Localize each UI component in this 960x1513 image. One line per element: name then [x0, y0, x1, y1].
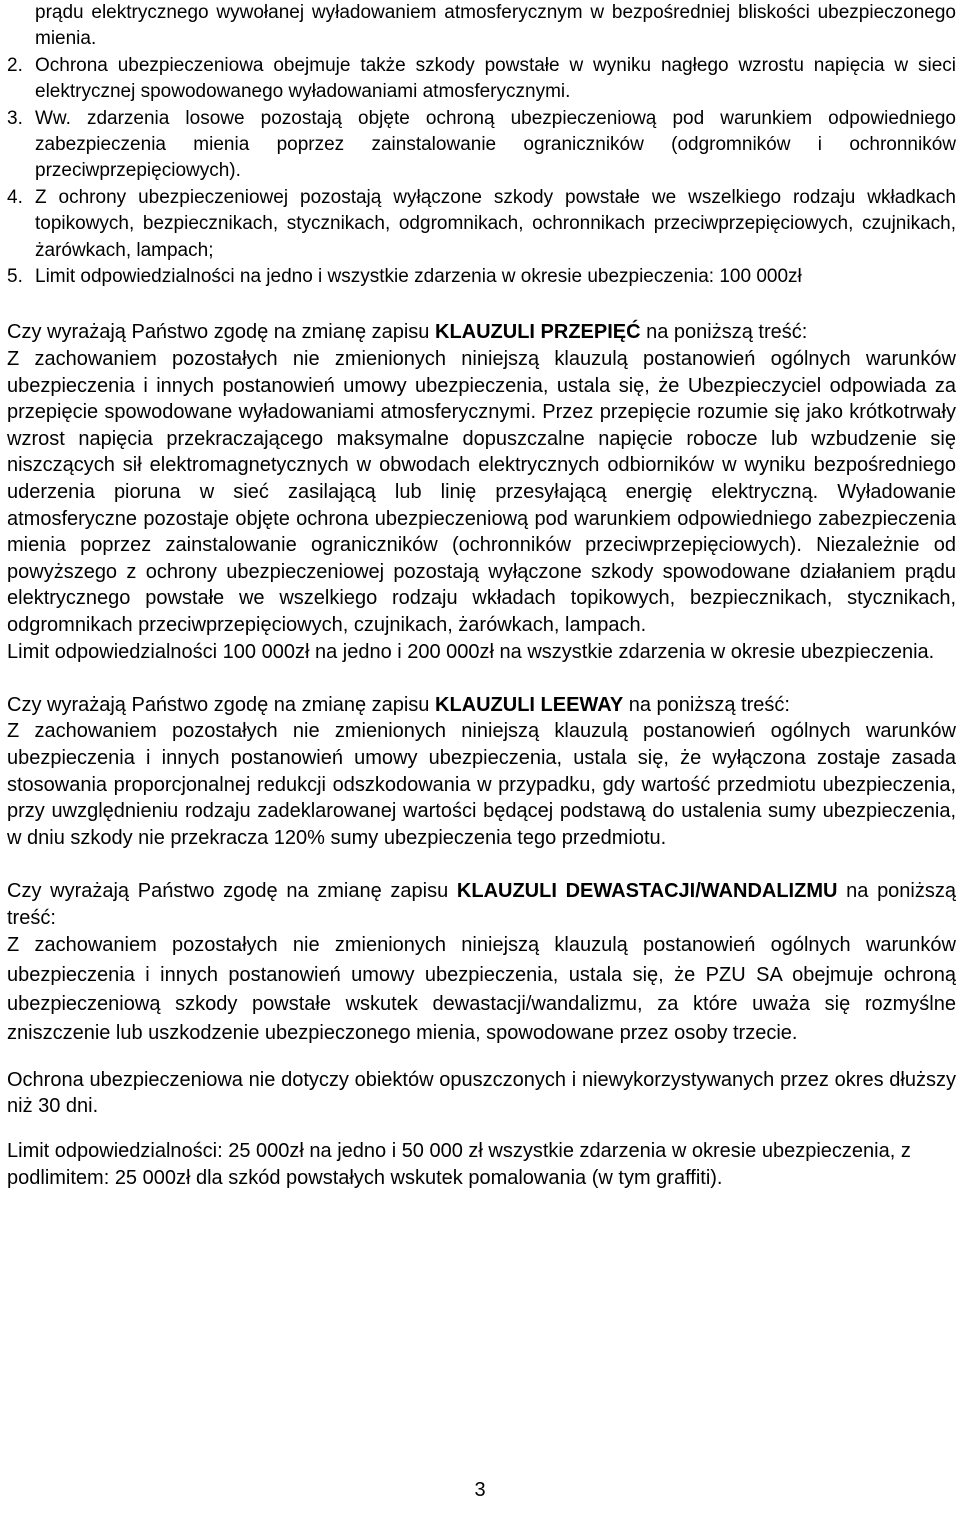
- list-item-number: 3.: [7, 107, 23, 129]
- spacer: [7, 665, 956, 692]
- list-item-text: Limit odpowiedzialności na jedno i wszystkie zdarzenia w okresie ubezpieczenia: 100 000zł: [35, 266, 802, 288]
- spacer: [7, 1049, 956, 1067]
- question-text-end: na poniższą treść:: [640, 321, 808, 344]
- question-text: Czy wyrażają Państwo zgodę na zmianę zapisu: [7, 693, 435, 716]
- list-item: [7, 264, 956, 290]
- clause-question: [7, 319, 956, 346]
- spacer: [7, 1120, 956, 1138]
- list-item-text: Ochrona ubezpieczeniowa obejmuje także szkody powstałe w wyniku nagłego wzrostu napięcia w sieci elektrycznej spowodowanego wyładowaniami atmosferycznymi.: [35, 54, 956, 103]
- question-text-end: na poniższą treść:: [7, 879, 956, 929]
- list-item-text: Z ochrony ubezpieczeniowej pozostają wyłączone szkody powstałe we wszelkiego rodzaju wkładkach topikowych, bezpiecznikach, stycznikach, odgromnikach, ochronnikach przeciwprzepięciowych, czujnikach, żarówkach, lampach;: [35, 186, 956, 261]
- list-item-number: 5.: [7, 266, 23, 288]
- spacer: [7, 290, 956, 319]
- section-przepiecia: [7, 319, 956, 665]
- clause-limit: Limit odpowiedzialności: 25 000zł na jedno i 50 000 zł wszystkie zdarzenia w okresie ubezpieczenia, z podlimitem: 25 000zł dla szkód powstałych wskutek pomalowania (w tym graffiti).: [7, 1139, 911, 1189]
- question-text: Czy wyrażają Państwo zgodę na zmianę zapisu: [7, 321, 435, 344]
- clause-text: Z zachowaniem pozostałych nie zmienionych niniejszą klauzulą postanowień ogólnych warunków ubezpieczenia i innych postanowień umowy ubezpieczenia, ustala się, że wyłączona zostaje zasada stosowania proporcjonalnej redukcji odszkodowania w przypadku, gdy wartość przedmiotu ubezpieczenia, przy uwzględnieniu rodzaju zadeklarowanej wartości będącej podstawą do ustalenia sumy ubezpieczenia, w dniu szkody nie przekracza 120% sumy ubezpieczenia tego przedmiotu.: [7, 720, 956, 849]
- list-item: [7, 53, 956, 106]
- clause-name: KLAUZULI PRZEPIĘĆ: [435, 321, 641, 344]
- clause-text: Z zachowaniem pozostałych nie zmienionych niniejszą klauzulą postanowień ogólnych warunków ubezpieczenia i innych postanowień umowy ubezpieczenia, ustala się, że PZU SA obejmuje ochroną ubezpieczeniową szkody powstałe wskutek dewastacji/wandalizmu, za które uważa się rozmyślne zniszczenie lub uszkodzenie ubezpieczonego mienia, spowodowane przez osoby trzecie.: [7, 934, 956, 1045]
- list-item-text: Ww. zdarzenia losowe pozostają objęte ochroną ubezpieczeniową pod warunkiem odpowiedniego zabezpieczenia mienia poprzez zainstalowanie ograniczników (odgromników i ochronników przeciwprzepięciowych).: [35, 107, 956, 182]
- section-dewastacja: [7, 878, 956, 1191]
- clause-question: [7, 692, 956, 719]
- question-text-end: na poniższą treść:: [623, 693, 790, 716]
- document-content: [7, 0, 956, 1191]
- list-item-text: prądu elektrycznego wywołanej wyładowaniem atmosferycznym w bezpośredniej bliskości ubezpieczonego mienia.: [35, 2, 956, 50]
- section-leeway: [7, 692, 956, 852]
- list-item-number: 2.: [7, 54, 23, 76]
- spacer: [7, 851, 956, 878]
- list-item: [7, 185, 956, 264]
- clause-name: KLAUZULI LEEWAY: [435, 693, 624, 716]
- page-number: 3: [474, 1479, 486, 1501]
- clause-limit: Limit odpowiedzialności 100 000zł na jedno i 200 000zł na wszystkie zdarzenia w okresie ubezpieczenia.: [7, 640, 935, 663]
- question-text: Czy wyrażają Państwo zgodę na zmianę zapisu: [7, 879, 457, 902]
- clause-text: Z zachowaniem pozostałych nie zmienionych niniejszą klauzulą postanowień ogólnych warunków ubezpieczenia i innych postanowień umowy ubezpieczenia, ustala się, że Ubezpieczyciel odpowiada za przepięcie spowodowane wyładowaniami atmosferycznymi. Przez przepięcie rozumie się jako krótkotrwały wzrost napięcia przekraczającego maksymalne dopuszczalne napięcie robocze lub wzbudzenie się niszczących sił elektromagnetycznych w obwodach elektrycznych odbiorników w wyniku bezpośredniego uderzenia pioruna w sieć zasilającą lub linię przesyłającą energię elektryczną. Wyładowanie atmosferyczne pozostaje objęte ochrona ubezpieczeniową pod warunkiem odpowiedniego zabezpieczenia mienia poprzez zainstalowanie ograniczników (ochronników przeciwprzepięciowych). Niezależnie od powyższego z ochrony ubezpieczeniowej pozostają wyłączone szkody spowodowane działaniem prądu elektrycznego powstałe we wszelkiego rodzaju wkładach topikowych, bezpiecznikach, stycznikach, odgromnikach przeciwprzepięciowych, czujnikach, żarówkach, lampach.: [7, 348, 956, 636]
- clause-question: [7, 878, 956, 931]
- list-item: [7, 106, 956, 185]
- list-item-number: 4.: [7, 186, 23, 208]
- list-item: [7, 0, 956, 53]
- clause-exclusion: Ochrona ubezpieczeniowa nie dotyczy obiektów opuszczonych i niewykorzystywanych przez okres dłuższy niż 30 dni.: [7, 1068, 956, 1118]
- clause-name: KLAUZULI DEWASTACJI/WANDALIZMU: [456, 879, 838, 902]
- numbered-list: [7, 0, 956, 290]
